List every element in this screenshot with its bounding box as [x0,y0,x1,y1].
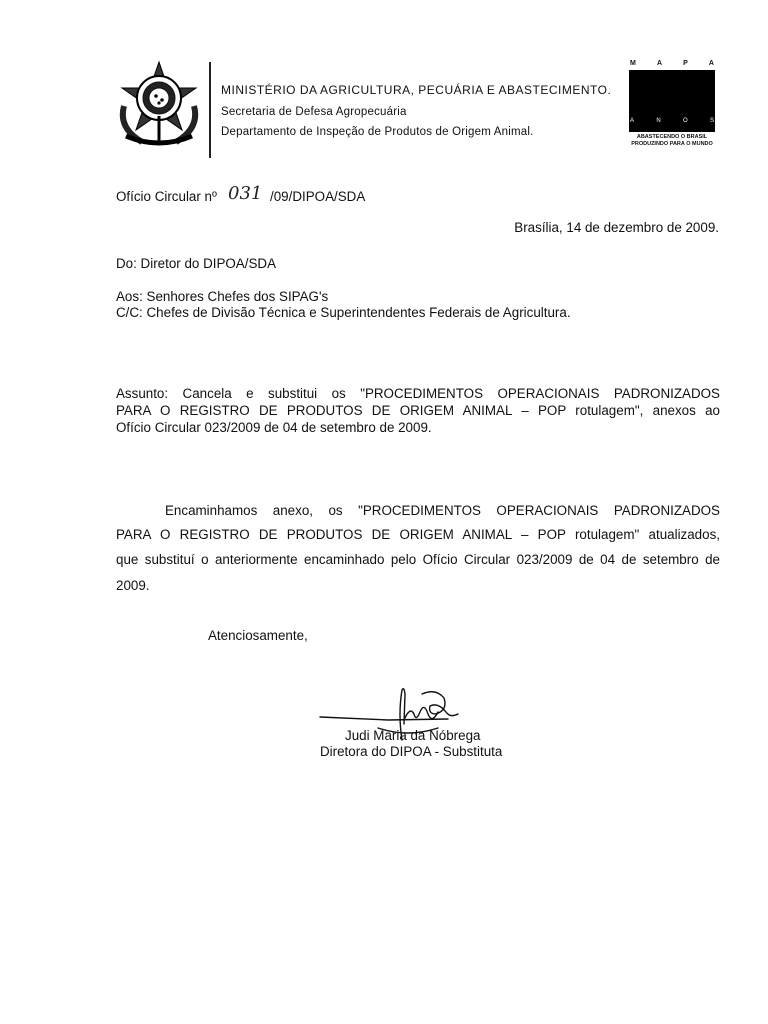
body-line: Encaminhamos anexo, os "PROCEDIMENTOS OPERACIONAIS PADRONIZADOS [165,503,720,518]
logo-letter: N [656,118,661,124]
mapa-logo-bottom-letters [630,118,714,124]
body-line: 2009. [116,578,150,593]
logo-letter: A [708,60,714,67]
subject-line: Ofício Circular 023/2009 de 04 de setembro de 2009. [116,420,432,435]
logo-letter: O [682,118,688,124]
ministry-name: MINISTÉRIO DA AGRICULTURA, PECUÁRIA E ABASTECIMENTO. [221,83,612,97]
secretariat-name: Secretaria de Defesa Agropecuária [221,106,407,118]
mapa-slogan-line-2: PRODUZINDO PARA O MUNDO [631,141,713,147]
brazil-coat-of-arms-icon [112,58,206,150]
oficio-suffix: /09/DIPOA/SDA [270,189,366,204]
letter-cc: C/C: Chefes de Divisão Técnica e Superintendentes Federais de Agricultura. [116,305,571,320]
logo-letter: A [656,60,663,67]
letter-to: Aos: Senhores Chefes dos SIPAG's [116,289,329,304]
body-line: que substituí o anteriormente encaminhado pelo Ofício Circular 023/2009 de 04 de setembro de [116,552,720,567]
subject-line: Assunto: Cancela e substitui os "PROCEDIMENTOS OPERACIONAIS PADRONIZADOS [116,386,720,401]
header-divider [209,62,211,158]
closing: Atenciosamente, [208,628,308,643]
logo-letter: M [630,60,636,67]
logo-letter: S [709,118,714,124]
letter-from: Do: Diretor do DIPOA/SDA [116,256,276,271]
letter-date: Brasília, 14 de dezembro de 2009. [514,220,719,235]
mapa-slogan-line-1: ABASTECENDO O BRASIL [636,134,708,140]
signer-role: Diretora do DIPOA - Substituta [320,744,503,759]
mapa-logo-top-letters [630,60,714,67]
subject-line: PARA O REGISTRO DE PRODUTOS DE ORIGEM ANIMAL – POP rotulagem", anexos ao [116,403,720,418]
logo-letter: P [683,60,688,67]
signer-name: Judi Maria da Nóbrega [345,728,481,743]
logo-letter: A [630,118,635,124]
oficio-number-handwritten: 031 [228,183,263,204]
oficio-prefix: Ofício Circular nº [116,189,217,204]
department-name: Departamento de Inspeção de Produtos de Origem Animal. [221,126,534,138]
body-line: PARA O REGISTRO DE PRODUTOS DE ORIGEM ANIMAL – POP rotulagem" atualizados, [116,527,720,542]
